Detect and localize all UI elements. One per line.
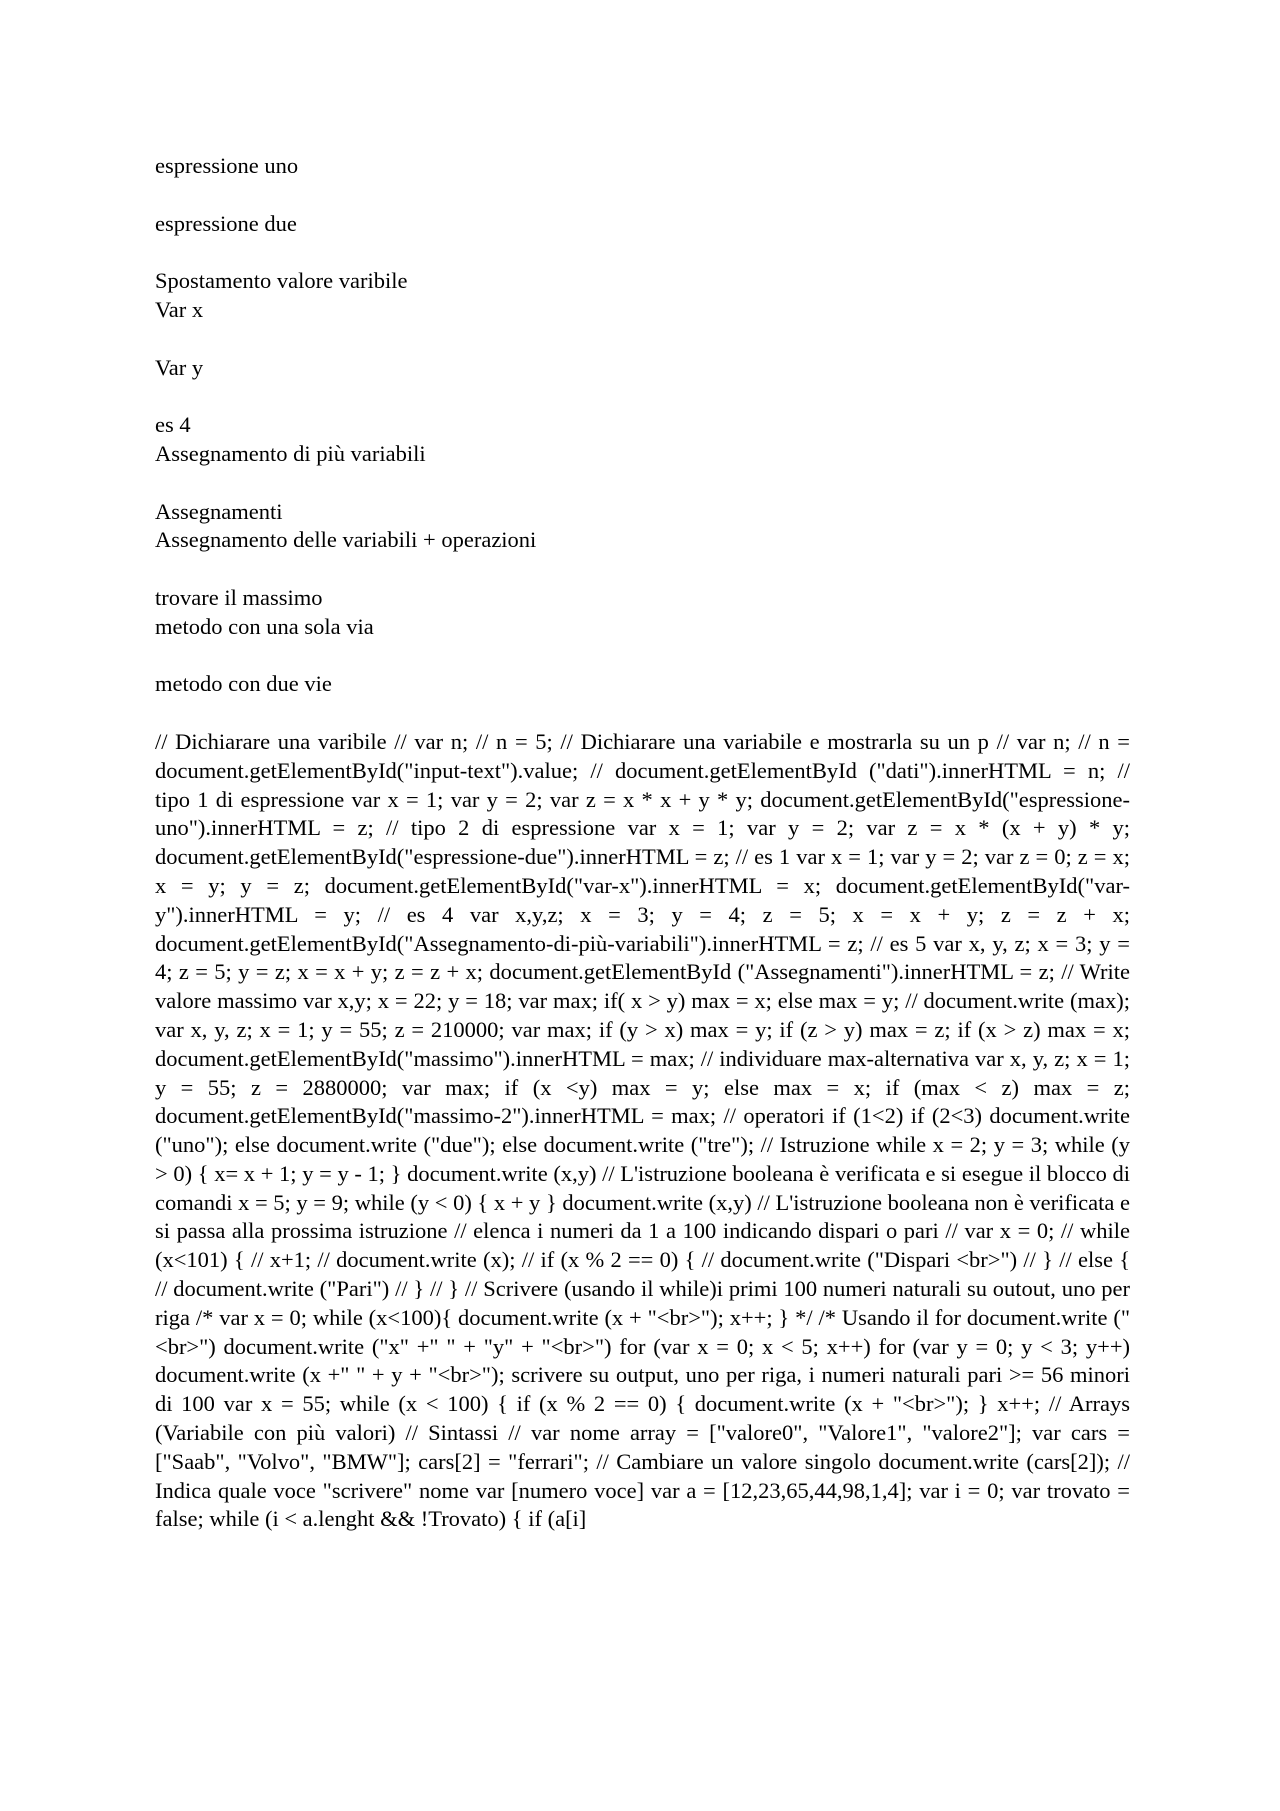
text-line: Assegnamento di più variabili bbox=[155, 440, 426, 466]
text-block-espressione-uno bbox=[155, 152, 1130, 181]
text-block-due-vie bbox=[155, 670, 1130, 699]
text-block-espressione-due bbox=[155, 210, 1130, 239]
text-block-var-y bbox=[155, 354, 1130, 383]
text-line: trovare il massimo bbox=[155, 584, 323, 610]
text-line: Var x bbox=[155, 296, 204, 322]
text-line: espressione uno bbox=[155, 153, 299, 178]
text-line: espressione due bbox=[155, 210, 297, 236]
document-page bbox=[155, 152, 1130, 1534]
text-line: es 4 bbox=[155, 412, 191, 438]
text-block-massimo bbox=[155, 584, 1130, 642]
code-paragraph: // Dichiarare una varibile // var n; // n = 5; // Dichiarare una variabile e mostrarla su un p // var n; // n = document.getElementById("input-text").value; // document.getElementById ("dati").innerHTML = n; // tipo 1 di espressione var x = 1; var y = 2; var z = x * x + y * y; document.getElementById("espressione-uno").innerHTML = z; // tipo 2 di espressione var x = 1; var y = 2; var z = x * (x + y) * y; document.getElementById("espressione-due").innerHTML = z; // es 1 var x = 1; var y = 2; var z = 0; z = x; x = y; y = z; document.getElementById("var-x").innerHTML = x; document.getElementById("var-y").innerHTML = y; // es 4 var x,y,z; x = 3; y = 4; z = 5; x = x + y; z = z + x; document.getElementById("Assegnamento-di-più-variabili").innerHTML = z; // es 5 var x, y, z; x = 3; y = 4; z = 5; y = z; x = x + y; z = z + x; document.getElementById ("Assegnamenti").innerHTML = z; // Write valore massimo var x,y; x = 22; y = 18; var max; if( x > y) max = x; else max = y; // document.write (max); var x, y, z; x = 1; y = 55; z = 210000; var max; if (y > x) max = y; if (z > y) max = z; if (x > z) max = x; document.getElementById("massimo").innerHTML = max; // individuare max-alternativa var x, y, z; x = 1; y = 55; z = 2880000; var max; if (x <y) max = y; else max = x; if (max < z) max = z; document.getElementById("massimo-2").innerHTML = max; // operatori if (1<2) if (2<3) document.write ("uno"); else document.write ("due"); else document.write ("tre"); // Istruzione while x = 2; y = 3; while (y > 0) { x= x + 1; y = y - 1; } document.write (x,y) // L'istruzione booleana è verificata e si esegue il blocco di comandi x = 5; y = 9; while (y < 0) { x + y } document.write (x,y) // L'istruzione booleana non è verificata e si passa alla prossima istruzione // elenca i numeri da 1 a 100 indicando dispari o pari // var x = 0; // while (x<101) { // x+1; // document.write (x); // if (x % 2 == 0) { // document.write ("Dispari <br>") // } // else { // document.write ("Pari") // } // } // Scrivere (usando il while)i primi 100 numeri naturali su outout, uno per riga /* var x = 0; while (x<100){ document.write (x + "<br>"); x++; } */ /* Usando il for document.write ("<br>") document.write ("x" +" " + "y" + "<br>") for (var x = 0; x < 5; x++) for (var y = 0; y < 3; y++) document.write (x +" " + y + "<br>"); scrivere su output, uno per riga, i numeri naturali pari >= 56 minori di 100 var x = 55; while (x < 100) { if (x % 2 == 0) { document.write (x + "<br>"); } x++; // Arrays (Variabile con più valori) // Sintassi // var nome array = ["valore0", "Valore1", "valore2"]; var cars = ["Saab", "Volvo", "BMW"]; cars[2] = "ferrari"; // Cambiare un valore singolo document.write (cars[2]); // Indica quale voce "scrivere" nome var [numero voce] var a = [12,23,65,44,98,1,4]; var i = 0; var trovato = false; while (i < a.lenght && !Trovato) { if (a[i] bbox=[155, 728, 1130, 1532]
text-line: Assegnamenti bbox=[155, 498, 283, 524]
text-block-spostamento bbox=[155, 267, 1130, 325]
text-line: Assegnamento delle variabili + operazioni bbox=[155, 527, 537, 553]
text-line: Var y bbox=[155, 354, 204, 380]
text-line: metodo con una sola via bbox=[155, 613, 374, 639]
text-line: metodo con due vie bbox=[155, 671, 332, 697]
text-block-assegnamenti bbox=[155, 498, 1130, 556]
text-block-es4 bbox=[155, 411, 1130, 469]
text-line: Spostamento valore varibile bbox=[155, 268, 408, 294]
